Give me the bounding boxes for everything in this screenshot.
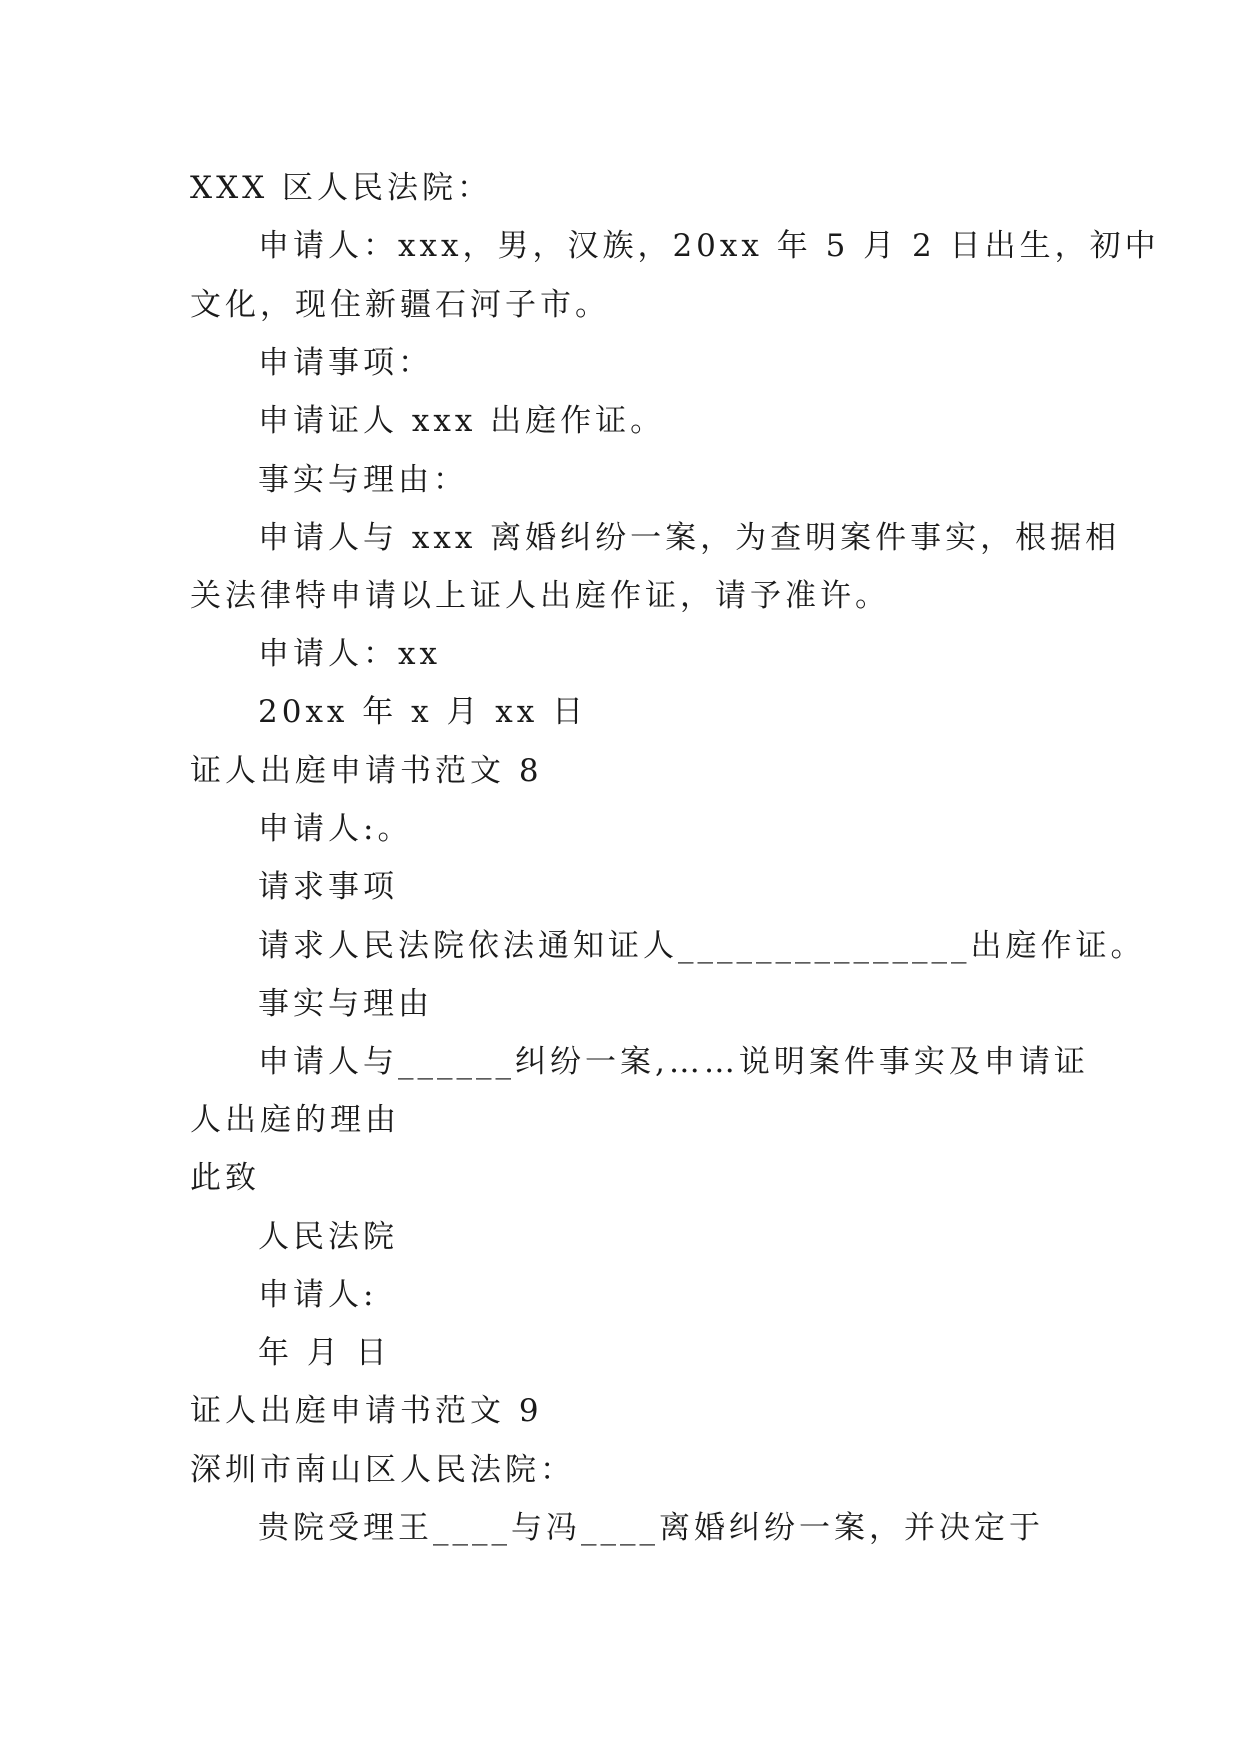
applicant-signature-label: 申请人: [258, 1277, 378, 1313]
facts-reasons-text-line-1: 申请人与______纠纷一案,……说明案件事实及申请证 [258, 1044, 1089, 1080]
request-items-heading: 申请事项： [258, 345, 433, 381]
facts-reasons-text-line-2: 人出庭的理由 [190, 1102, 400, 1138]
facts-reasons-heading-2: 事实与理由 [258, 986, 433, 1022]
signature-applicant: 申请人：xx [258, 636, 441, 672]
court-salutation-2: 深圳市南山区人民法院： [190, 1452, 575, 1488]
case-text-line-1: 贵院受理王____与冯____离婚纠纷一案，并决定于 [258, 1510, 1044, 1546]
date-placeholder: 年 月 日 [258, 1335, 391, 1371]
facts-reasons-line-2: 关法律特申请以上证人出庭作证，请予准许。 [190, 578, 890, 614]
facts-reasons-heading: 事实与理由： [258, 462, 468, 498]
request-matters-text: 请求人民法院依法通知证人_______________出庭作证。 [258, 928, 1146, 964]
applicant-info-line-1: 申请人：xxx，男，汉族，20xx 年 5 月 2 日出生，初中 [258, 228, 1160, 264]
facts-reasons-line-1: 申请人与 xxx 离婚纠纷一案，为查明案件事实，根据相 [258, 520, 1121, 556]
signature-date: 20xx 年 x 月 xx 日 [258, 694, 588, 730]
section-title-8: 证人出庭申请书范文 8 [190, 753, 543, 789]
request-matters-heading: 请求事项 [258, 869, 398, 905]
request-items-text: 申请证人 xxx 出庭作证。 [258, 403, 666, 439]
court-salutation: XXX 区人民法院： [190, 170, 493, 206]
closing-salutation: 此致 [190, 1160, 260, 1196]
applicant-label: 申请人:。 [258, 811, 413, 847]
recipient-court: 人民法院 [258, 1219, 398, 1255]
section-title-9: 证人出庭申请书范文 9 [190, 1393, 543, 1429]
applicant-info-line-2: 文化，现住新疆石河子市。 [190, 287, 610, 323]
